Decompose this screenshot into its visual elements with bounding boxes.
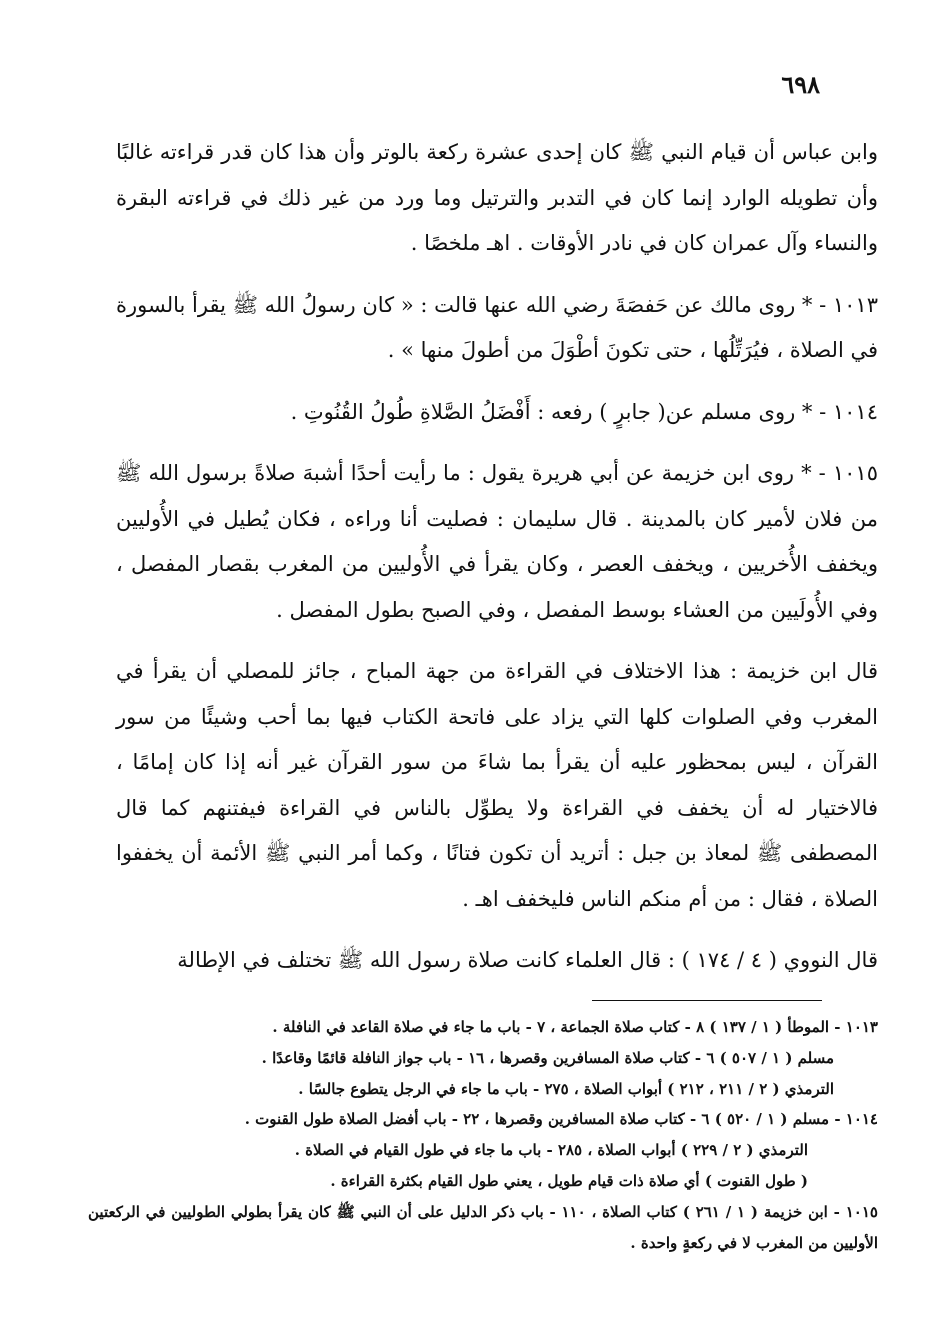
hadith-1015: ١٠١٥ - * روى ابن خزيمة عن أبي هريرة يقول : ما رأيت أحدًا أشبهَ صلاةً برسول الله ﷺ من فلان لأمير كان بالمدينة . قال سليمان : فصليت أنا وراءه ، فكان يُطيل في الأُوليين ويخفف الأُخريين ، ويخفف العصر ، وكان يقرأ في الأُوليين من المغرب بقصار المفصل ، وفي الأُولَيين من العشاء بوسط المفصل ، وفي الصبح بطول المفصل . (116, 461, 878, 622)
footnote-1013: ١٠١٣ - الموطأ ( ١ / ١٣٧ ) ٨ - كتاب صلاة الجماعة ، ٧ - باب ما جاء في صلاة القاعد في النافلة . (272, 1018, 878, 1036)
paragraph-nawawi: قال النووي ( ٤ / ١٧٤ ) : قال العلماء كانت صلاة رسول الله ﷺ تختلف في الإطالة (177, 948, 878, 972)
footnote-1014: ١٠١٤ - مسلم ( ١ / ٥٢٠ ) ٦ - كتاب صلاة المسافرين وقصرها ، ٢٢ - باب أفضل الصلاة طول القنوت . (244, 1110, 878, 1129)
footnote-1015: ١٠١٥ - ابن خزيمة ( ١ / ٢٦١ ) كتاب الصلاة ، ١١٠ - باب ذكر الدليل على أن النبي ﷺ كان يقرأ بطولي الطوليين في الركعتين الأوليين من المغرب لا في ركعةٍ واحدة . (88, 1202, 878, 1252)
footnotes (88, 1012, 878, 1258)
hadith-1013: ١٠١٣ - * روى مالك عن حَفصَةَ رضي الله عنها قالت : « كان رسولُ الله ﷺ يقرأ بالسورة في الصلاة ، فيُرَتِّلُها ، حتى تكونَ أطْوَلَ من أطولَ منها » . (116, 292, 878, 362)
paragraph-ibn-abbas: وابن عباس أن قيام النبي ﷺ كان إحدى عشرة ركعة بالوتر وأن هذا كان قدر قراءته غالبًا وأن تطويله الوارد إنما كان في التدبر والترتيل وما ورد من غير ذلك في قراءته البقرة والنساء وآل عمران كان في نادر الأوقات . اهـ ملخصًا . (116, 140, 878, 255)
footnote-1013-tirmidhi: الترمذي ( ٢ / ٢١١ ، ٢١٢ ) أبواب الصلاة ، ٢٧٥ - باب ما جاء في الرجل يتطوع جالسًا . (298, 1079, 834, 1098)
footnote-1014-tirmidhi: الترمذي ( ٢ / ٢٢٩ ) أبواب الصلاة ، ٢٨٥ - باب ما جاء في طول القيام في الصلاة . (294, 1141, 808, 1160)
footnote-1014-explanation: ( طول القنوت ) أي صلاة ذات قيام طويل ، يعني طول القيام بكثرة القراءة . (330, 1171, 808, 1190)
paragraph-ibn-khuzaymah: قال ابن خزيمة : هذا الاختلاف في القراءة من جهة المباح ، جائز للمصلي أن يقرأ في المغرب وفي الصلوات كلها التي يزاد على فاتحة الكتاب فيها بما أحب وشيئًا من سور القرآن ، ليس بمحظور عليه أن يقرأ بما شاءَ من سور القرآن غير أنه إذا كان إمامًا ، فالاختيار له أن يخفف في القراءة ولا يطوِّل بالناس في القراءة فيفتنهم كما قال المصطفى ﷺ لمعاذ بن جبل : أتريد أن تكون فتانًا ، وكما أمر النبي ﷺ الأئمة أن يخففوا الصلاة ، فقال : من أم منكم الناس فليخفف اهـ . (116, 659, 878, 911)
hadith-1014: ١٠١٤ - * روى مسلم عن( جابرٍ ) رفعه : أَفْضَلُ الصَّلاةِ طُولُ القُنُوتِ . (290, 399, 878, 424)
page-number: ٦٩٨ (781, 70, 820, 99)
main-text (116, 130, 878, 984)
footnote-1013-muslim: مسلم ( ١ / ٥٠٧ ) ٦ - كتاب صلاة المسافرين وقصرها ، ١٦ - باب جواز النافلة قائمًا وقاعدًا . (261, 1048, 834, 1067)
footnote-divider (592, 1000, 822, 1001)
